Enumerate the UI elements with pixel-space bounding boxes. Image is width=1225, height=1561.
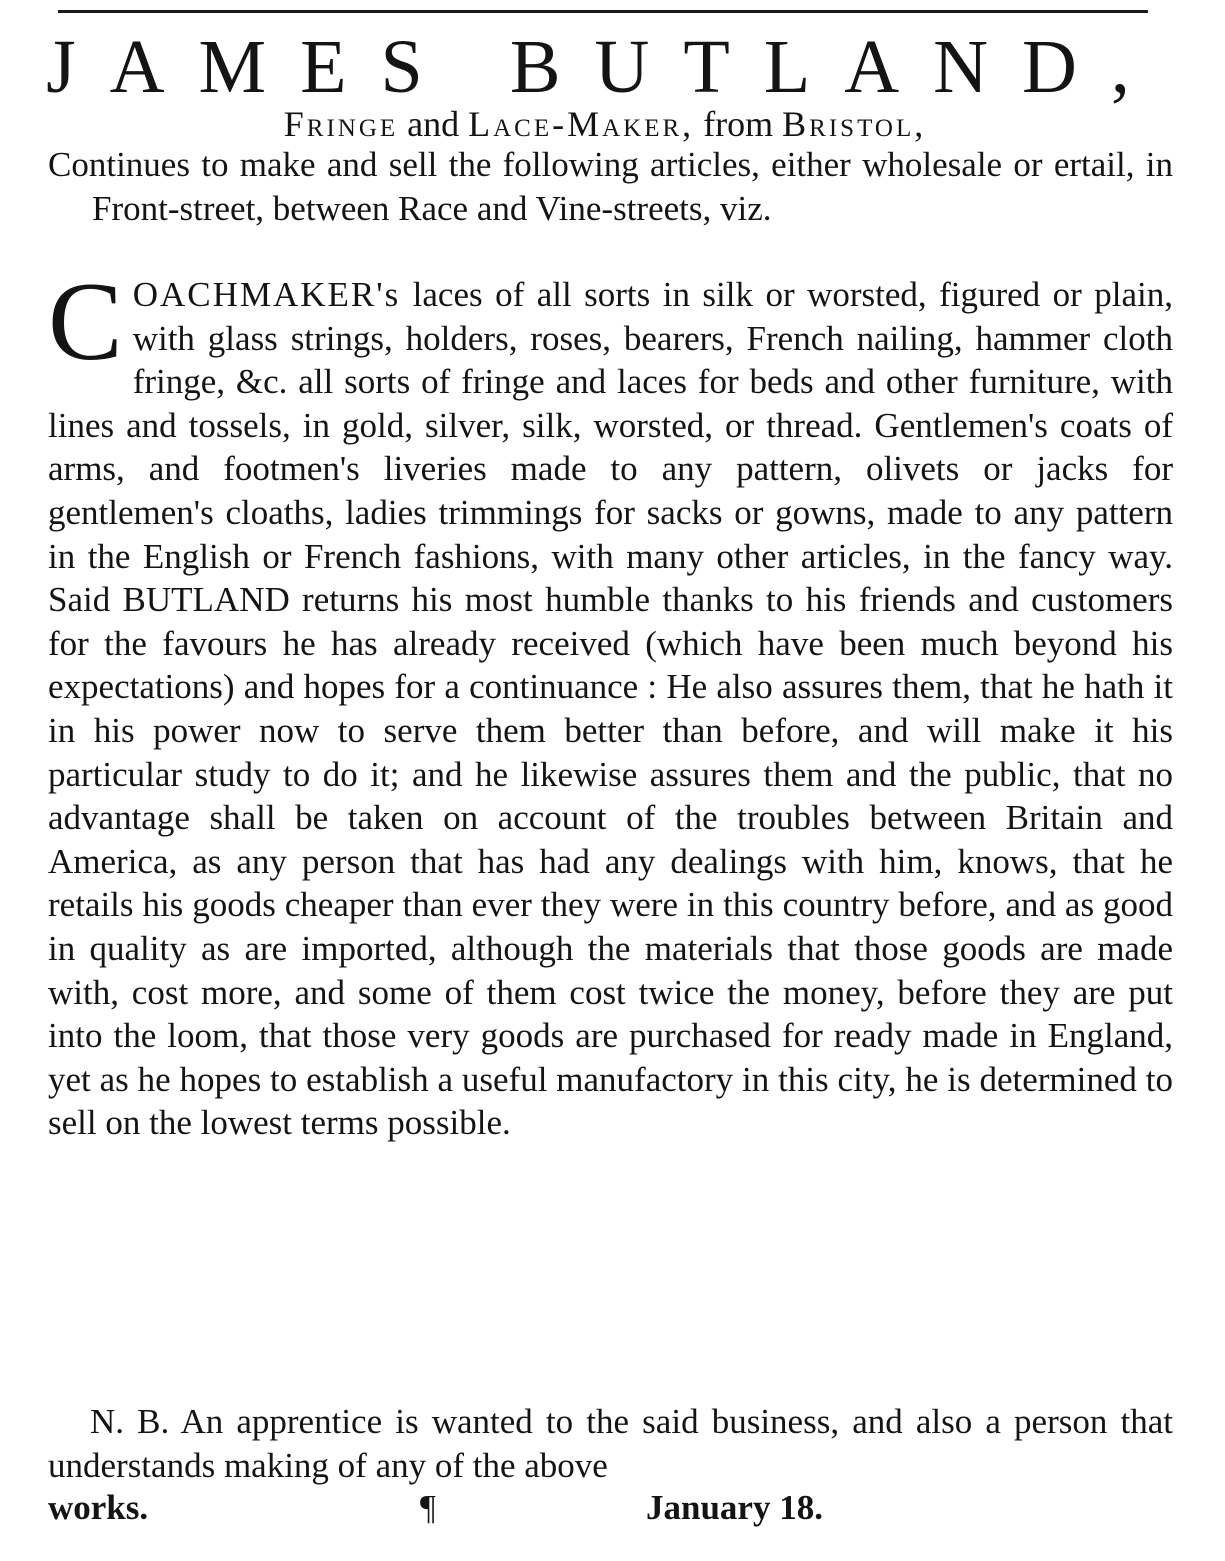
trade-subheading bbox=[40, 100, 1170, 148]
trade-fringe: Fringe bbox=[283, 104, 399, 144]
trade-from: from bbox=[703, 104, 774, 144]
closing-word: works. bbox=[48, 1488, 149, 1527]
trade-and: and bbox=[407, 104, 460, 144]
body-lead-caps: OACHMAKER's bbox=[132, 275, 401, 314]
pilcrow-icon: ¶ bbox=[420, 1488, 436, 1527]
trade-lace-maker: Lace-Maker, bbox=[468, 104, 695, 144]
closing-line bbox=[48, 1486, 1173, 1532]
nota-bene-paragraph: N. B. An apprentice is wanted to the said business, and also a person that understands making of any of the above bbox=[48, 1402, 1173, 1485]
intro-paragraph: Continues to make and sell the following articles, either wholesale or ertail, in Front-street, between Race and Vine-streets, viz. bbox=[48, 145, 1173, 228]
body-paragraph bbox=[48, 273, 1173, 1403]
advertiser-name-headline: JAMES BUTLAND, bbox=[46, 25, 1164, 109]
top-rule bbox=[58, 10, 1148, 13]
body-text: laces of all sorts in silk or worsted, figured or plain, with glass strings, holders, roses, bearers, French nailing, hammer cloth fringe, &c. all sorts of fringe and laces for beds and other furniture, with lines and tossels, in gold, silver, silk, worsted, or thread. Gentlemen's coats of arms, and footmen's liveries made to any pattern, olivets or jacks for gentlemen's cloaths, ladies trimmings for sacks or gowns, made to any pattern in the English or French fashions, with many other articles, in the fancy way. Said BUTLAND returns his most humble thanks to his friends and customers for the favours he has already received (which have been much beyond his expectations) and hopes for a continuance : He also assures them, that he hath it in his power now to serve them better than before, and will make it his particular study to do it; and he likewise assures them and the public, that no advantage shall be taken on account of the troubles between Britain and America, as any person that has had any dealings with him, knows, that he retails his goods cheaper than ever they were in this country before, and as good in quality as are imported, although the materials that those goods are made with, cost more, and some of them cost twice the money, before they are put into the loom, that those very goods are purchased for ready made in England, yet as he hopes to establish a useful manufactory in this city, he is determined to sell on the lowest terms possible. bbox=[48, 275, 1173, 1143]
trade-origin-city: Bristol, bbox=[782, 104, 927, 144]
advertisement-date: January 18. bbox=[646, 1488, 823, 1527]
drop-cap-letter: C bbox=[48, 273, 123, 384]
